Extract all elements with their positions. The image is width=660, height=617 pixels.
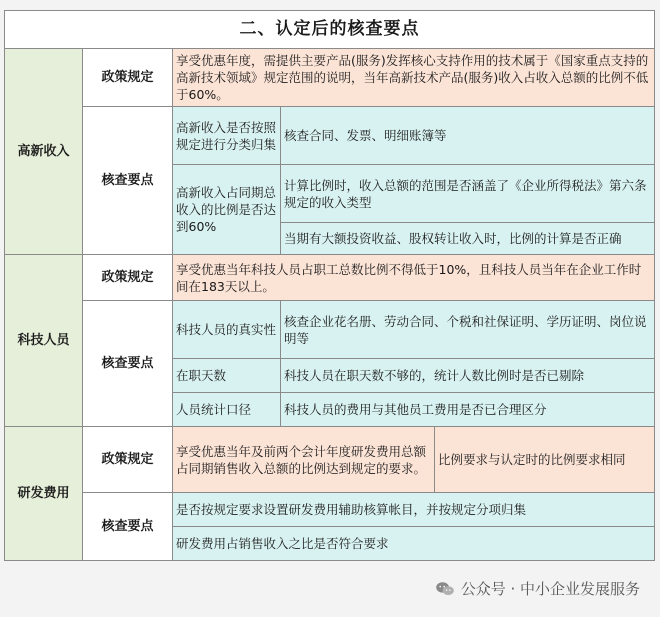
page-title: 二、认定后的核查要点 bbox=[5, 11, 655, 49]
check-point: 计算比例时，收入总额的范围是否涵盖了《企业所得税法》第六条规定的收入类型 bbox=[281, 165, 655, 223]
check-item: 高新收入是否按照规定进行分类归集 bbox=[173, 107, 281, 165]
watermark-text: 公众号 · 中小企业发展服务 bbox=[460, 580, 640, 598]
check-point: 科技人员的费用与其他员工费用是否已合理区分 bbox=[281, 393, 655, 427]
check-item: 高新收入占同期总收入的比例是否达到60% bbox=[173, 165, 281, 255]
check-label: 核查要点 bbox=[83, 301, 173, 427]
watermark bbox=[435, 578, 640, 599]
check-item: 在职天数 bbox=[173, 359, 281, 393]
policy-label: 政策规定 bbox=[83, 49, 173, 107]
check-item: 人员统计口径 bbox=[173, 393, 281, 427]
category-tech-staff: 科技人员 bbox=[5, 255, 83, 427]
check-label: 核查要点 bbox=[83, 107, 173, 255]
policy-label: 政策规定 bbox=[83, 255, 173, 301]
policy-text: 享受优惠当年科技人员占职工总数比例不得低于10%，且科技人员当年在企业工作时间在183天以上。 bbox=[173, 255, 655, 301]
check-point: 科技人员在职天数不够的，统计人数比例时是否已剔除 bbox=[281, 359, 655, 393]
check-point: 核查合同、发票、明细账簿等 bbox=[281, 107, 655, 165]
check-item: 科技人员的真实性 bbox=[173, 301, 281, 359]
check-point: 研发费用占销售收入之比是否符合要求 bbox=[173, 527, 655, 561]
check-point: 当期有大额投资收益、股权转让收入时，比例的计算是否正确 bbox=[281, 223, 655, 255]
category-high-tech-income: 高新收入 bbox=[5, 49, 83, 255]
check-point: 是否按规定要求设置研发费用辅助核算帐目，并按规定分项归集 bbox=[173, 493, 655, 527]
check-point: 核查企业花名册、劳动合同、个税和社保证明、学历证明、岗位说明等 bbox=[281, 301, 655, 359]
check-label: 核查要点 bbox=[83, 493, 173, 561]
policy-text: 享受优惠当年及前两个会计年度研发费用总额占同期销售收入总额的比例达到规定的要求。 bbox=[173, 427, 435, 493]
policy-label: 政策规定 bbox=[83, 427, 173, 493]
wechat-icon bbox=[435, 581, 455, 597]
policy-text: 享受优惠年度，需提供主要产品(服务)发挥核心支持作用的技术属于《国家重点支持的高新技术领域》规定范围的说明，当年高新技术产品(服务)收入占收入总额的比例不低于60%。 bbox=[173, 49, 655, 107]
policy-note: 比例要求与认定时的比例要求相同 bbox=[435, 427, 655, 493]
category-rd-expense: 研发费用 bbox=[5, 427, 83, 561]
checklist-table-container bbox=[4, 10, 654, 561]
checklist-table bbox=[4, 10, 655, 561]
